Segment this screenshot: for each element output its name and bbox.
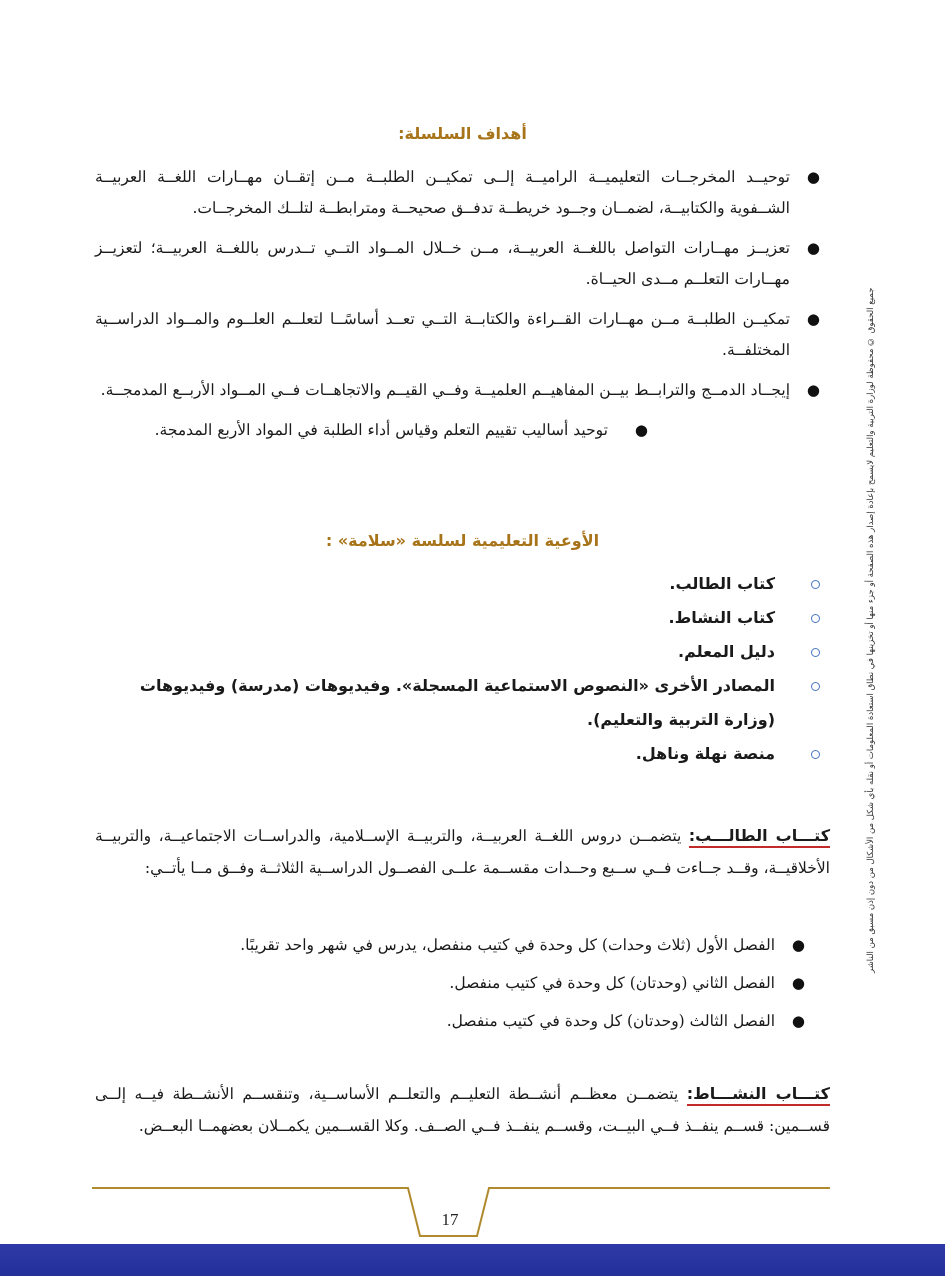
bullet-icon: ●: [634, 421, 648, 439]
bullet-icon: ●: [806, 381, 820, 399]
bullet-icon: ●: [791, 974, 805, 992]
goal-item: ● توحيــد المخرجــات التعليميــة الراميــة إلــى تمكيــن الطلبــة مــن إتقــان مهــارات اللغــة العربيــة الشــفوية والكتابيــة، لضمــان وجــود خريطــة تدفــق صحيحــة ومترابطــة لتلــك المخرجــات.: [95, 162, 830, 224]
circle-bullet-icon: [811, 614, 820, 623]
material-item: كتاب الطالب.: [95, 567, 830, 601]
bullet-icon: ●: [791, 936, 805, 954]
goals-list: [95, 162, 830, 455]
activity-book-text: يتضمــن معظــم أنشــطة التعليــم والتعلــم الأساســية، وتنقســم الأنشــطة فيــه إلــى قســمين: قســم ينفــذ فــي البيــت، وقســم ينفــذ فــي الصــف. وكلا القســمين يكمــلان بعضهمــا البعــض.: [95, 1085, 830, 1135]
goal-item: ● إيجــاد الدمــج والترابــط بيــن المفاهيــم العلميــة وفــي القيــم والاتجاهــات فــي المــواد الأربــع المدمجــة.: [95, 375, 830, 406]
activity-book-paragraph: [95, 1078, 830, 1142]
activity-book-label: كتـــاب النشـــاط:: [687, 1084, 830, 1106]
semesters-list: [95, 930, 830, 1044]
bullet-icon: ●: [806, 310, 820, 328]
material-item: منصة نهلة وناهل.: [95, 737, 830, 771]
semester-item: ● الفصل الثاني (وحدتان) كل وحدة في كتيب منفصل.: [95, 968, 830, 999]
material-item: دليل المعلم.: [95, 635, 830, 669]
bottom-color-band: [0, 1244, 945, 1276]
student-book-paragraph: [95, 820, 830, 884]
bullet-icon: ●: [791, 1012, 805, 1030]
bullet-icon: ●: [806, 239, 820, 257]
copyright-side-note: جميع الحقوق © محفوظة لوزارة التربية والتعليم لايسمح بإعادة إصدار هذه الصفحة أو جزء منها أو تخزينها في نطاق استعادة المعلومات أو نقله بأي شكل من الأشكال من دون إذن مسبق من الناشر: [866, 287, 876, 973]
goal-item: ● توحيد أساليب تقييم التعلم وقياس أداء الطلبة في المواد الأربع المدمجة.: [95, 415, 830, 446]
page-number: 17: [441, 1210, 459, 1229]
student-book-text: يتضمــن دروس اللغــة العربيــة، والتربيــة الإســلامية، والدراســات الاجتماعيــة، والتربيــة الأخلاقيــة، وقــد جــاءت فــي ســبع وحــدات مقســمة علــى الفصــول الدراســية الثلاثــة وفــق مــا يأتــي:: [95, 827, 830, 877]
semester-item: ● الفصل الثالث (وحدتان) كل وحدة في كتيب منفصل.: [95, 1006, 830, 1037]
circle-bullet-icon: [811, 682, 820, 691]
circle-bullet-icon: [811, 750, 820, 759]
student-book-label: كتـــاب الطالـــب:: [689, 826, 830, 848]
circle-bullet-icon: [811, 580, 820, 589]
material-item: كتاب النشاط.: [95, 601, 830, 635]
goal-item: ● تمكيــن الطلبــة مــن مهــارات القــراءة والكتابــة التــي تعــد أساسًــا لتعلــم العلــوم والمــواد الدراســية المختلفــة.: [95, 304, 830, 366]
material-item: المصادر الأخرى «النصوص الاستماعية المسجلة». وفيديوهات (مدرسة) وفيديوهات (وزارة التربية والتعليم).: [95, 669, 830, 737]
semester-item: ● الفصل الأول (ثلاث وحدات) كل وحدة في كتيب منفصل، يدرس في شهر واحد تقريبًا.: [95, 930, 830, 961]
circle-bullet-icon: [811, 648, 820, 657]
materials-list: [95, 567, 830, 771]
bullet-icon: ●: [806, 168, 820, 186]
goal-item: ● تعزيــز مهــارات التواصل باللغــة العربيــة، مــن خــلال المــواد التــي تــدرس باللغــة العربيــة؛ لتعزيــز مهــارات التعلــم مــدى الحيــاة.: [95, 233, 830, 295]
materials-heading: الأوعية التعليمية لسلسة «سلامة» :: [325, 531, 600, 550]
goals-heading: أهداف السلسلة:: [398, 124, 527, 143]
